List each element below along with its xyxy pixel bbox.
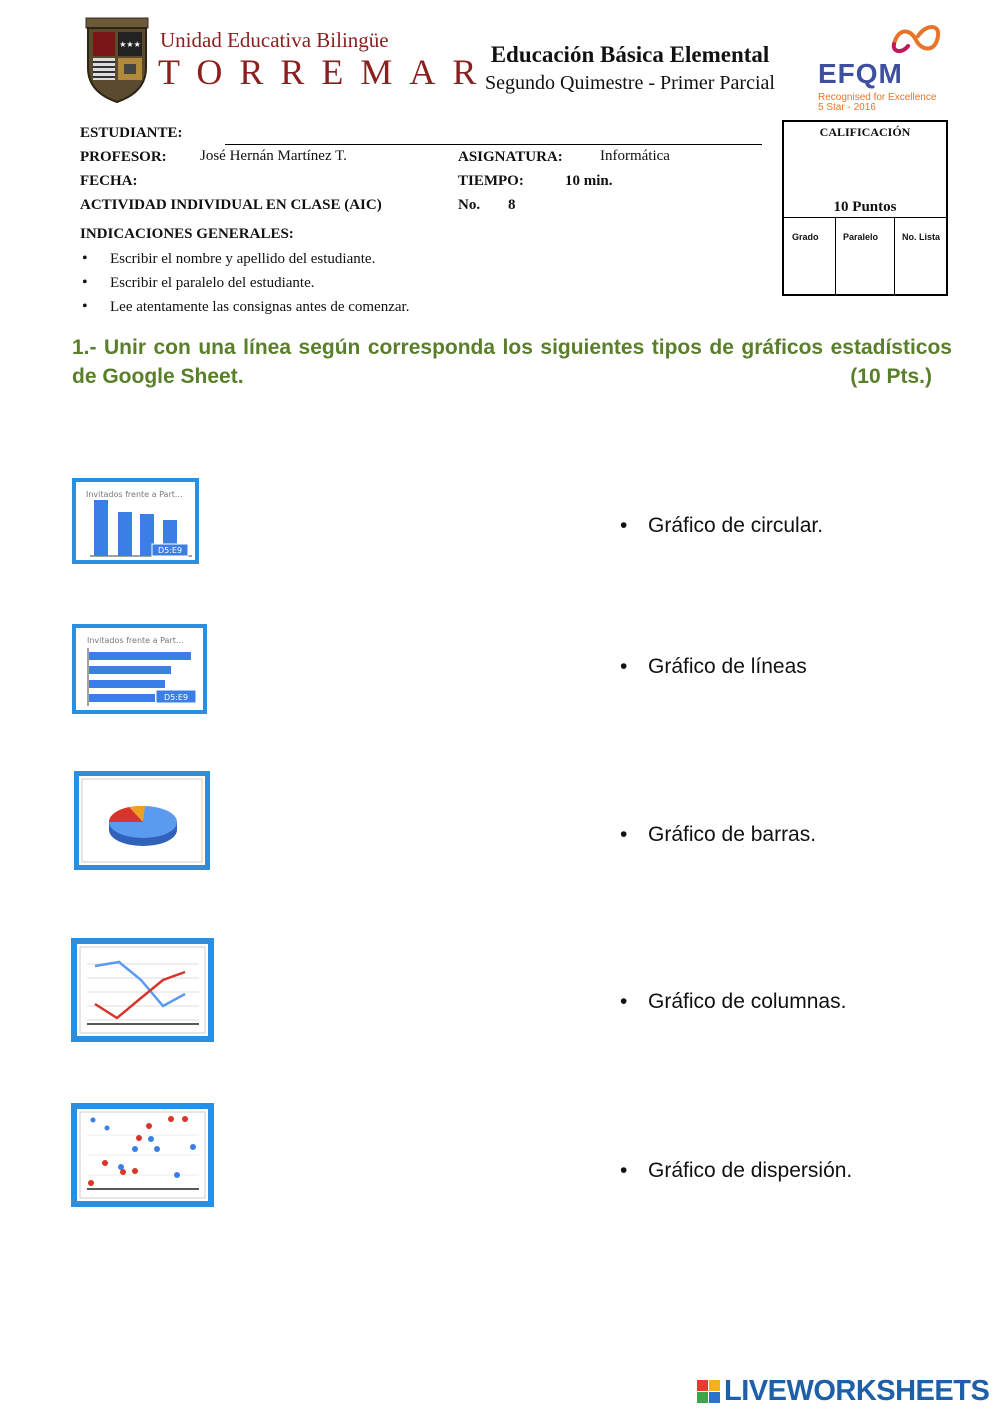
option-bar-chart[interactable]: • Gráfico de barras. — [620, 823, 817, 846]
list-item: • Lee atentamente las consignas antes de comenzar. — [80, 296, 409, 320]
school-name: Unidad Educativa Bilingüe — [160, 28, 389, 52]
liveworksheets-logo-icon — [697, 1380, 721, 1404]
efqm-logo-text: EFQM — [818, 58, 903, 89]
column-chart-thumbnail[interactable] — [72, 478, 199, 564]
svg-text:★★★: ★★★ — [119, 40, 141, 49]
grade-caption: CALIFICACIÓN — [819, 125, 911, 139]
question-statement: 1.- Unir con una línea según corresponda los siguientes tipos de gráficos estadísticos de Google Sheet. — [72, 336, 952, 388]
efqm-recognition — [818, 93, 936, 113]
option-pie-chart[interactable]: • Gráfico de circular. — [620, 514, 824, 537]
option-label: Gráfico de barras. — [648, 823, 817, 846]
student-label: ESTUDIANTE: — [80, 125, 183, 141]
indications-list — [80, 248, 409, 320]
option-scatter-chart[interactable]: • Gráfico de dispersión. — [620, 1159, 853, 1182]
option-line-chart[interactable]: • Gráfico de líneas — [620, 655, 807, 678]
option-label: Gráfico de columnas. — [648, 990, 847, 1013]
bar-chart-range: D5:E9 — [163, 693, 189, 702]
time-value: 10 min. — [565, 173, 613, 189]
scatter-chart-thumbnail[interactable] — [71, 1103, 214, 1207]
number-value: 8 — [508, 197, 516, 213]
liveworksheets-brand: LIVEWORKSHEETS — [724, 1375, 990, 1407]
list-item: • Escribir el paralelo del estudiante. — [80, 272, 409, 296]
bar-chart-title: Invitados frente a Part... — [87, 636, 184, 645]
number-label: No. — [458, 197, 481, 213]
teacher-label: PROFESOR: — [80, 149, 167, 165]
activity-label: ACTIVIDAD INDIVIDUAL EN CLASE (AIC) — [80, 197, 382, 213]
efqm-recognition-line2: 5 Star - 2016 — [818, 102, 876, 113]
line-chart-thumbnail[interactable] — [71, 938, 214, 1042]
question-text — [72, 333, 952, 391]
grade-box — [782, 120, 948, 296]
subject-value: Informática — [600, 148, 670, 164]
option-label: Gráfico de líneas — [648, 655, 807, 678]
document-title: Educación Básica Elemental — [490, 42, 770, 67]
column-chart-range: D5:E9 — [157, 546, 183, 555]
time-label: TIEMPO: — [458, 173, 524, 189]
list-item: • Escribir el nombre y apellido del estudiante. — [80, 248, 409, 272]
bar-chart-thumbnail[interactable] — [72, 624, 207, 714]
pie-chart-thumbnail[interactable] — [74, 771, 210, 870]
efqm-recognition-line1: Recognised for Excellence — [818, 92, 937, 103]
student-name-field[interactable] — [225, 144, 762, 145]
grade-points: 10 Puntos — [833, 199, 897, 215]
question-points: (10 Pts.) — [850, 365, 932, 388]
list-number-column-label: No. Lista — [902, 232, 941, 242]
parallel-column-label: Paralelo — [843, 232, 879, 242]
option-label: Gráfico de dispersión. — [648, 1159, 853, 1182]
column-chart-title: Invitados frente a Part... — [86, 490, 183, 499]
teacher-value: José Hernán Martínez T. — [200, 148, 347, 164]
school-logo — [84, 16, 150, 104]
document-subtitle: Segundo Quimestre - Primer Parcial — [485, 72, 775, 94]
date-label: FECHA: — [80, 173, 138, 189]
option-label: Gráfico de circular. — [648, 514, 824, 537]
indications-heading: INDICACIONES GENERALES: — [80, 226, 294, 242]
school-brand: TORREMAR — [158, 52, 494, 92]
subject-label: ASIGNATURA: — [458, 149, 563, 165]
efqm-emblem-icon — [888, 22, 944, 58]
grade-column-label: Grado — [792, 232, 819, 242]
option-column-chart[interactable]: • Gráfico de columnas. — [620, 990, 847, 1013]
